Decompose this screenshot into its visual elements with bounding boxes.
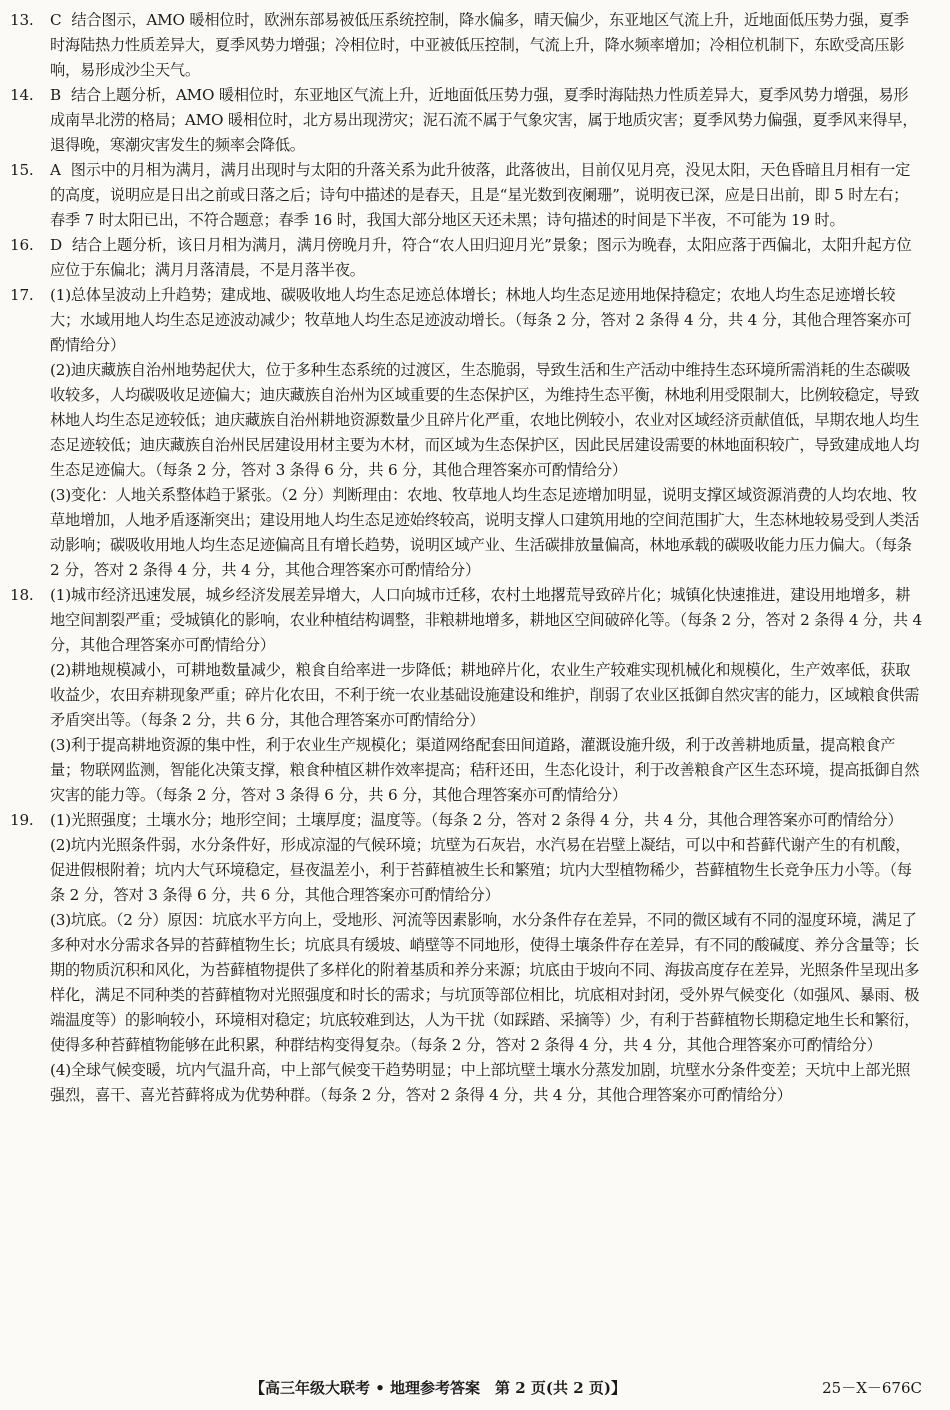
answer-explanation: 图示中的月相为满月，满月出现时与太阳的升落关系为此升彼落，此落彼出，目前仅见月亮，没见太阳，天色昏暗且月相有一定的高度，说明应是日出之前或日落之后；诗句中描述的是春天，且是“星光数到夜阑珊”，说明夜已深，应是日出前，即 5 时左右；春季 7 时太阳已出，不符合题意；春季 16 时，我国大部分地区天还未黑；诗句描述的时间是下半夜，不可能为 19 时。 xyxy=(50,161,911,229)
sub-answer-1: (1)总体呈波动上升趋势；建成地、碳吸收地人均生态足迹总体增长；林地人均生态足迹用地保持稳定；农地人均生态足迹增长较大；水域用地人均生态足迹波动减少；牧草地人均生态足迹波动增长。（每条 2 分，答对 2 条得 4 分，共 4 分，其他合理答案亦可酌情给分） xyxy=(50,286,912,354)
answer-letter: A xyxy=(50,161,61,179)
answer-explanation: 结合上题分析，AMO 暖相位时，东亚地区气流上升，近地面低压势力强，夏季时海陆热力性质差异大，夏季风势力增强，易形成南旱北涝的格局；AMO 暖相位时，北方易出现涝灾；泥石流不属于气象灾害，属于地质灾害；夏季风势力偏强，夏季风来得早，退得晚，寒潮灾害发生的频率会降低。 xyxy=(50,86,918,154)
answer-explanation: 结合上题分析，该日月相为满月，满月傍晚月升，符合“农人田归迎月光”景象；图示为晚春，太阳应落于西偏北，太阳升起方位应位于东偏北；满月月落清晨，不是月落半夜。 xyxy=(50,236,912,279)
question-number: 17. xyxy=(10,286,34,304)
question-17 xyxy=(10,283,922,583)
question-19 xyxy=(10,808,922,1108)
answer-letter: B xyxy=(50,86,61,104)
page-footer xyxy=(0,1375,950,1403)
answer-content xyxy=(10,8,922,1108)
question-14 xyxy=(10,83,922,158)
footer-title: 【高三年级大联考 • 地理参考答案 第 2 页(共 2 页)】 xyxy=(250,1379,626,1397)
answer-letter: D xyxy=(50,236,62,254)
question-18 xyxy=(10,583,922,808)
sub-answer-2: (2)耕地规模减小，可耕地数量减少，粮食自给率进一步降低；耕地碎片化，农业生产较难实现机械化和规模化，生产效率低，获取收益少，农田弃耕现象严重；碎片化农田，不利于统一农业基础设施建设和维护，削弱了农业区抵御自然灾害的能力，区域粮食供需矛盾突出等。（每条 2 分，共 6 分，其他合理答案亦可酌情给分） xyxy=(50,661,920,729)
document-code: 25－X－676C xyxy=(822,1379,922,1397)
answer-explanation: 结合图示，AMO 暖相位时，欧洲东部易被低压系统控制，降水偏多，晴天偏少，东亚地区气流上升，近地面低压势力强，夏季时海陆热力性质差异大，夏季风势力增强；冷相位时，中亚被低压控制，气流上升，降水频率增加；冷相位机制下，东欧受高压影响，易形成沙尘天气。 xyxy=(50,11,909,79)
sub-answer-3: (3)利于提高耕地资源的集中性，利于农业生产规模化；渠道网络配套田间道路，灌溉设施升级，利于改善耕地质量，提高粮食产量；物联网监测，智能化决策支撑，粮食种植区耕作效率提高；秸秆还田，生态化设计，利于改善粮食产区生态环境，提高抵御自然灾害的能力等。（每条 2 分，答对 3 条得 6 分，共 6 分，其他合理答案亦可酌情给分） xyxy=(50,736,920,804)
sub-answer-2: (2)迪庆藏族自治州地势起伏大，位于多种生态系统的过渡区，生态脆弱，导致生活和生产活动中维持生态环境所需消耗的生态碳吸收较多，人均碳吸收足迹偏大；迪庆藏族自治州为区域重要的生态保护区，为维持生态平衡，林地利用受限制大，比例较稳定，导致林地人均生态足迹较低；迪庆藏族自治州耕地资源数量少且碎片化严重，农地比例较小，农业对区域经济贡献值低，早期农地人均生态足迹较低；迪庆藏族自治州民居建设用材主要为木材，而区域为生态保护区，因此民居建设需要的林地面积较广，导致建成地人均生态足迹偏大。（每条 2 分，答对 3 条得 6 分，共 6 分，其他合理答案亦可酌情给分） xyxy=(50,361,920,479)
sub-answer-3: (3)变化：人地关系整体趋于紧张。（2 分）判断理由：农地、牧草地人均生态足迹增加明显，说明支撑区域资源消费的人均农地、牧草地增加，人地矛盾逐渐突出；建设用地人均生态足迹始终较高，说明支撑人口建筑用地的空间范围扩大，生态林地较易受到人类活动影响；碳吸收用地人均生态足迹偏高且有增长趋势，说明区域产业、生活碳排放量偏高，林地承载的碳吸收能力压力偏大。（每条 2 分，答对 2 条得 4 分，共 4 分，其他合理答案亦可酌情给分） xyxy=(50,486,920,579)
sub-answer-1: (1)城市经济迅速发展，城乡经济发展差异增大，人口向城市迁移，农村土地撂荒导致碎片化；城镇化快速推进，建设用地增多，耕地空间割裂严重；受城镇化的影响，农业种植结构调整，非粮耕地增多，耕地区空间破碎化等。（每条 2 分，答对 2 条得 4 分，共 4 分，其他合理答案亦可酌情给分） xyxy=(50,586,922,654)
question-13 xyxy=(10,8,922,83)
question-15 xyxy=(10,158,922,233)
sub-answer-1: (1)光照强度；土壤水分；地形空间；土壤厚度；温度等。（每条 2 分，答对 2 条得 4 分，共 4 分，其他合理答案亦可酌情给分） xyxy=(50,811,903,829)
question-number: 18. xyxy=(10,586,34,604)
question-number: 16. xyxy=(10,236,34,254)
question-number: 14. xyxy=(10,86,34,104)
question-16 xyxy=(10,233,922,283)
question-number: 15. xyxy=(10,161,34,179)
question-number: 19. xyxy=(10,811,34,829)
answer-letter: C xyxy=(50,11,62,29)
question-number: 13. xyxy=(10,11,34,29)
sub-answer-4: (4)全球气候变暖，坑内气温升高，中上部气候变干趋势明显；中上部坑壁土壤水分蒸发加剧，坑壁水分条件变差；天坑中上部光照强烈，喜干、喜光苔藓将成为优势种群。（每条 2 分，答对 2 条得 4 分，共 4 分，其他合理答案亦可酌情给分） xyxy=(50,1061,911,1104)
sub-answer-3: (3)坑底。（2 分）原因：坑底水平方向上，受地形、河流等因素影响，水分条件存在差异，不同的微区域有不同的湿度环境，满足了多种对水分需求各异的苔藓植物生长；坑底具有缓坡、峭壁等不同地形，使得土壤条件存在差异，有不同的酸碱度、养分含量等；长期的物质沉积和风化，为苔藓植物提供了多样化的附着基质和养分来源；坑底由于坡向不同、海拔高度存在差异，光照条件呈现出多样化，满足不同种类的苔藓植物对光照强度和时长的需求；与坑顶等部位相比，坑底相对封闭，受外界气候变化（如强风、暴雨、极端温度等）的影响较小，环境相对稳定；坑底较难到达，人为干扰（如踩踏、采摘等）少，有利于苔藓植物长期稳定地生长和繁衍，使得多种苔藓植物能够在此积累，种群结构变得复杂。（每条 2 分，答对 2 条得 4 分，共 4 分，其他合理答案亦可酌情给分） xyxy=(50,911,920,1054)
sub-answer-2: (2)坑内光照条件弱，水分条件好，形成凉湿的气候环境；坑壁为石灰岩，水汽易在岩壁上凝结，可以中和苔藓代谢产生的有机酸，促进假根附着；坑内大气环境稳定，昼夜温差小，利于苔藓植被生长和繁殖；坑内大型植物稀少，苔藓植物生长竞争压力小等。（每条 2 分，答对 3 条得 6 分，共 6 分，其他合理答案亦可酌情给分） xyxy=(50,836,912,904)
